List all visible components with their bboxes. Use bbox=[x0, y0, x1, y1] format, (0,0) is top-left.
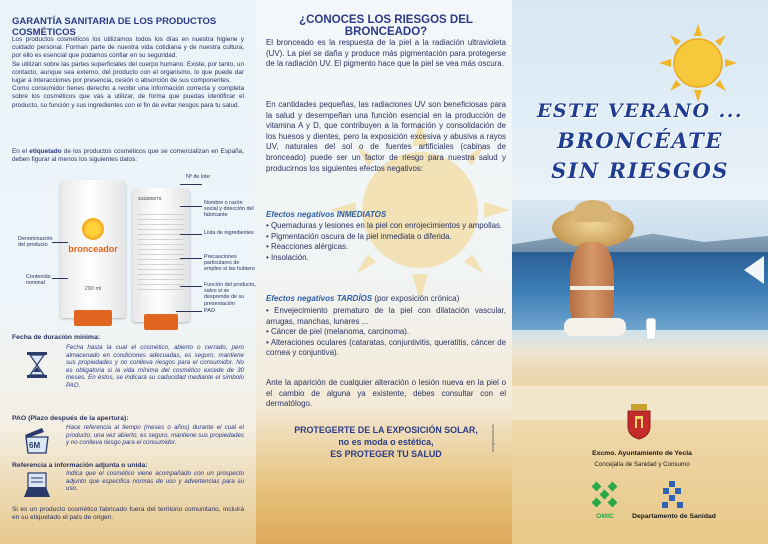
label-diagram bbox=[0, 170, 256, 330]
bikini-bottom bbox=[564, 318, 626, 336]
middle-heading: ¿CONOCES LOS RIESGOS DEL BRONCEADO? bbox=[299, 14, 473, 38]
tanning-risks: En cantidades pequeñas, las radiaciones UV son beneficiosas para la salud y desempeñan una función esencial en la producción de vitamina A y D, que contribuyen a la formación y consolidación de los huesos y dientes, pero la exposición excesiva y abusiva a rayos UV, naturales del sol o de fuentes artificiales (cabinas de bronceado) puede ser un factor de riesgo para nuestra salud y producirnos los siguientes efectos negativos: bbox=[266, 100, 506, 173]
sea bbox=[512, 252, 768, 342]
origin-note: Si es un producto cosmético fabricado fuera del territorio comunitario, incluirá en su etiquetado el país de origen. bbox=[12, 506, 244, 522]
front-tube-cap bbox=[74, 310, 112, 326]
bikini-strap bbox=[570, 286, 614, 290]
intro-text bbox=[12, 36, 244, 110]
bottle bbox=[646, 318, 656, 340]
open-jar-icon bbox=[20, 426, 54, 456]
tanning-intro: El bronceado es la respuesta de la piel a la radiación ultravioleta (UV). La piel se daña y produce más pigmentación para protegerse de la radiación UV. El pigmento hace que la piel se vea más oscura. bbox=[266, 38, 506, 69]
product-volume: 200 ml bbox=[84, 286, 102, 292]
lot-number: S3230007S bbox=[138, 196, 162, 201]
left-heading: GARANTÍA SANITARIA DE LOS PRODUCTOS COSMÉTICOS bbox=[12, 16, 217, 38]
dermatologist-advice: Ante la aparición de cualquier alteración o lesión nueva en la piel o el cambio de alguna ya existente, debes consultar con el dermatólogo. bbox=[266, 378, 506, 409]
section-pao-title: PAO (Plazo después de la apertura): bbox=[12, 415, 129, 422]
section-min-date-text: Fecha hasta la cual el cosmético, abierto o cerrado, pero almacenado en condiciones adecuadas, es seguro, mantiene sus propiedades y no conlleva riesgos para el consumidor. No es obligatoria si la vida mínima del cosmético excede de 30 meses. En éstos, se indicará su caducidad mediante el símbolo PAO. bbox=[66, 344, 244, 389]
label-pao: PAO bbox=[204, 308, 215, 314]
sun-logo-icon bbox=[82, 218, 104, 240]
list-item: • Alteraciones oculares (cataratas, conjuntivitis, queratitis, cáncer de cornea y conjuntiva). bbox=[266, 337, 506, 358]
immediate-effects-title: Efectos negativos INMEDIATOS bbox=[266, 210, 387, 219]
label-lot: Nº de lote: bbox=[186, 174, 212, 180]
cover-title-line-1: ESTE VERANO ... bbox=[536, 100, 744, 122]
omic-logo-icon bbox=[590, 480, 620, 510]
health-department-label: Departamento de Sanidad bbox=[632, 513, 716, 520]
fold-arrow-icon bbox=[744, 256, 764, 284]
pao-months: 6M bbox=[29, 441, 41, 450]
list-item: • Envejecimiento prematuro de la piel con dilatación vascular, arrugas, manchas, lunares ... bbox=[266, 306, 506, 326]
cover-title-line-2: BRONCÉATE bbox=[557, 128, 723, 153]
panel-cover bbox=[512, 0, 768, 544]
list-item: • Pigmentación oscura de la piel inmediata o diferida. bbox=[266, 231, 452, 241]
late-effects-list bbox=[266, 306, 506, 359]
front-tube-illustration bbox=[60, 180, 126, 318]
section-min-date-title: Fecha de duración mínima: bbox=[12, 334, 101, 341]
list-item: • Reacciones alérgicas. bbox=[266, 242, 349, 252]
woman-back bbox=[570, 242, 614, 324]
late-effects-title: Efectos negativos TARDÍOS bbox=[266, 294, 373, 303]
back-label-text bbox=[138, 214, 184, 294]
credit-note: anagramaobulo bbox=[490, 424, 495, 452]
organization-name: Excmo. Ayuntamiento de Yecla bbox=[592, 450, 692, 457]
hand-book-icon bbox=[20, 470, 54, 500]
sun-icon bbox=[659, 24, 737, 102]
labelling-intro: En el etiquetado de los productos cosméticos que se comercializan en España, deben figurar al menos los siguientes datos: bbox=[12, 148, 245, 164]
intro-paragraph-3: Como consumidor tienes derecho a recibir una información correcta y completa sobre los cosméticos que vas a utilizar, de forma que puedas identificar el producto, su función y sus ingredientes con el fin de evitar riesgos para tu salud. bbox=[12, 85, 244, 109]
label-product-name: Denominación del producto bbox=[18, 236, 53, 249]
intro-paragraph-1: Los productos cosméticos los utilizamos todos los días en nuestra higiene y cuidado personal. Forman parte de nuestra vida cotidiana y de nuestra cultura, por ello es esencial que podamos confiar en su seguridad. bbox=[12, 36, 244, 60]
back-tube-cap bbox=[144, 314, 178, 330]
label-manufacturer: Nombre o razón social y dirección del fabricante bbox=[204, 200, 254, 219]
back-tube-illustration bbox=[132, 188, 190, 322]
health-department-logo-icon bbox=[660, 481, 686, 509]
section-reference-text: Indica que el cosmético viene acompañado con un prospecto adjunto que especifica normas de uso y advertencias para su uso. bbox=[66, 470, 244, 493]
label-precautions: Precauciones particulares de empleo si las hubiere bbox=[204, 254, 255, 273]
labelling-keyword: etiquetado bbox=[29, 148, 62, 155]
product-brand: bronceador bbox=[68, 244, 118, 254]
protection-slogan: PROTEGERTE DE LA EXPOSICIÓN SOLAR, no es moda o estética, ES PROTEGER TU SALUD bbox=[294, 425, 478, 459]
section-pao-text: Hace referencia al tiempo (meses o años) durante el cual el producto, una vez abierto, es seguro, mantiene sus propiedades y no conlleva riesgo para el consumidor. bbox=[66, 424, 244, 447]
hat-crown bbox=[574, 200, 612, 222]
panel-left bbox=[0, 0, 256, 544]
label-ingredients: Lista de ingredientes bbox=[204, 230, 254, 236]
omic-label: OMIC bbox=[596, 513, 614, 520]
section-reference-title: Referencia a información adjunta o unida: bbox=[12, 462, 148, 469]
panel-middle bbox=[256, 0, 512, 544]
organization-department: Concejalía de Sanidad y Consumo bbox=[594, 461, 690, 468]
list-item: • Quemaduras y lesiones en la piel con enrojecimientos y ampollas. bbox=[266, 221, 503, 230]
intro-paragraph-2: Se utilizan sobre las partes superficiales del cuerpo humano. Existe, por tanto, un contacto, aunque sea externo, del producto con el organismo, lo que puede dar lugar a interacciones por presencia, cesión o absorción de sus componentes. bbox=[12, 60, 244, 85]
immediate-effects-list bbox=[266, 221, 506, 263]
list-item: • Cáncer de piel (melanoma, carcinoma). bbox=[266, 327, 410, 337]
label-nominal-content: Contenido nominal bbox=[26, 274, 51, 287]
label-function: Función del producto, salvo si se desprende de su presentación bbox=[204, 282, 256, 307]
coat-of-arms-icon bbox=[626, 404, 652, 440]
late-effects-heading: Efectos negativos TARDÍOS (por exposición crónica) bbox=[266, 294, 460, 303]
list-item: • Insolación. bbox=[266, 252, 309, 262]
hourglass-icon bbox=[20, 350, 54, 380]
cover-title-line-3: SIN RIESGOS bbox=[551, 158, 729, 183]
